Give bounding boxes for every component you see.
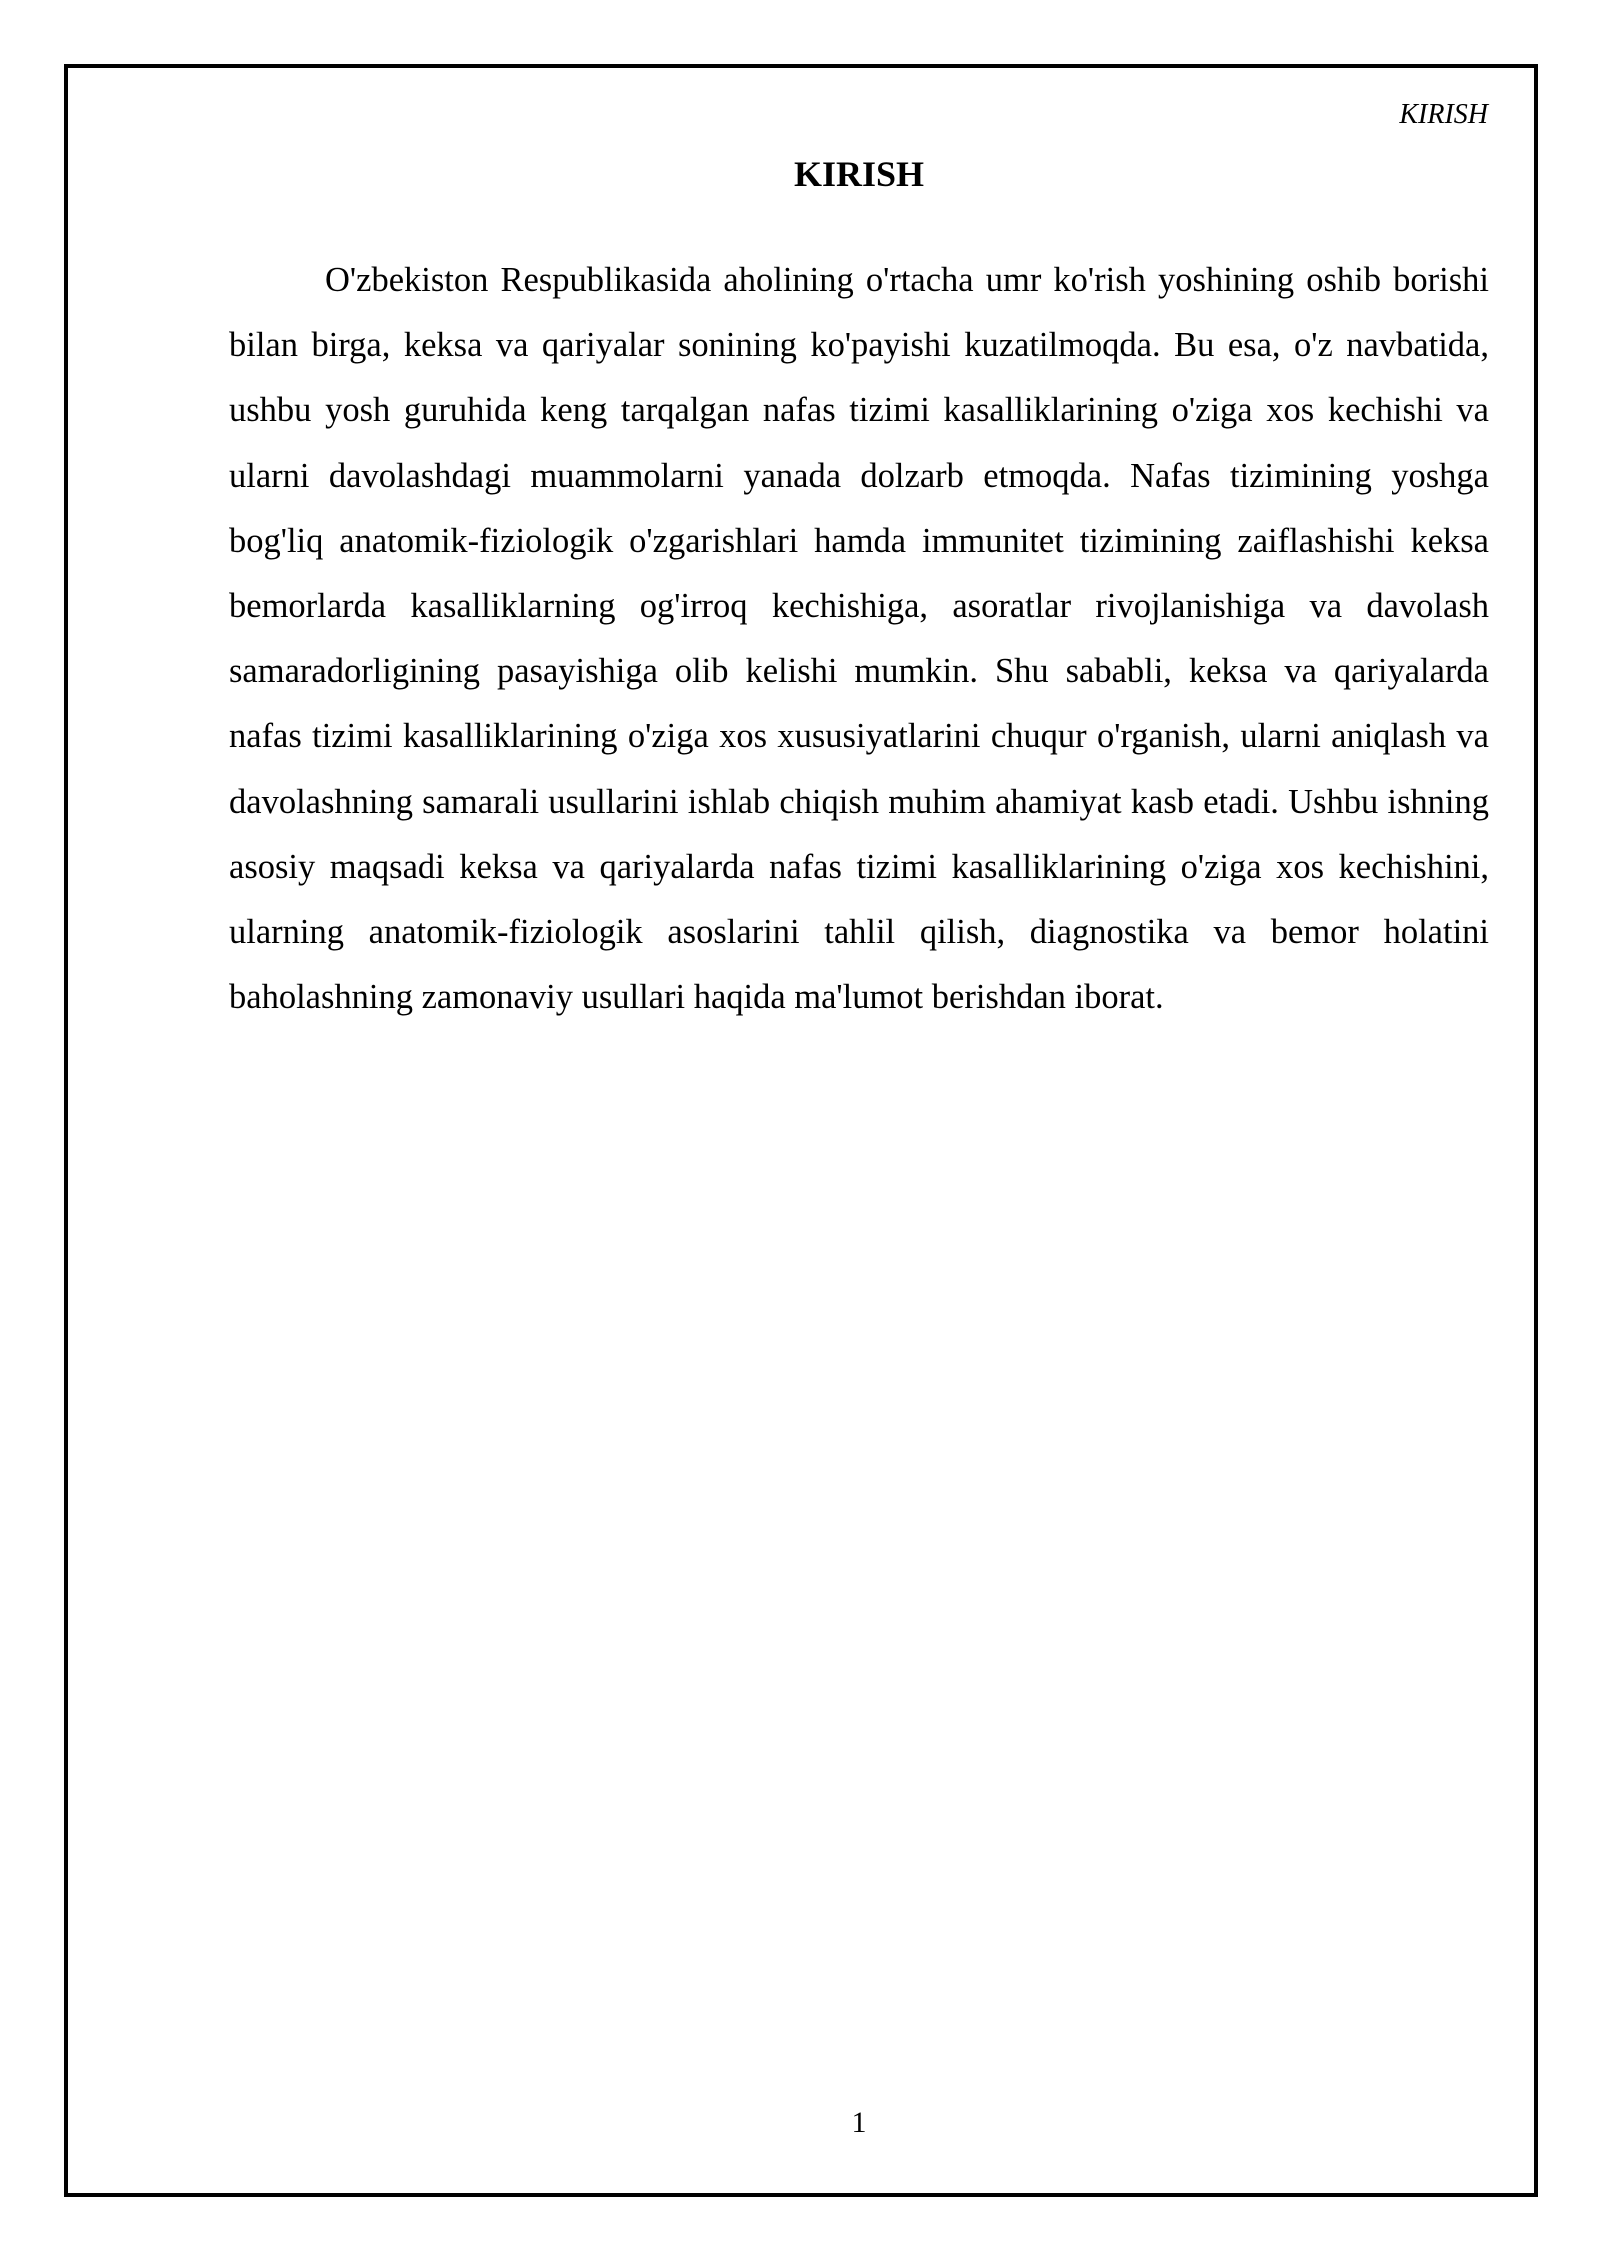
page-number: 1 bbox=[851, 2106, 867, 2139]
page-title: KIRISH bbox=[793, 154, 925, 194]
body-paragraph: O'zbekiston Respublikasida aholining o'rtacha umr ko'rish yoshining oshib borishi bilan birga, keksa va qariyalar sonining ko'payishi kuzatilmoqda. Bu esa, o'z navbatida, ushbu yosh guruhida keng tarqalgan nafas tizimi kasalliklarining o'ziga xos kechishi va ularni davolashdagi muammolarni yanada dolzarb etmoqda. Nafas tizimining yoshga bog'liq anatomik-fiziologik o'zgarishlari hamda immunitet tizimining zaiflashishi keksa bemorlarda kasalliklarning og'irroq kechishiga, asoratlar rivojlanishiga va davolash samaradorligining pasayishiga olib kelishi mumkin. Shu sababli, keksa va qariyalarda nafas tizimi kasalliklarining o'ziga xos xususiyatlarini chuqur o'rganish, ularni aniqlash va davolashning samarali usullarini ishlab chiqish muhim ahamiyat kasb etadi. Ushbu ishning asosiy maqsadi keksa va qariyalarda nafas tizimi kasalliklarining o'ziga xos kechishini, ularning anatomik-fiziologik asoslarini tahlil qilish, diagnostika va bemor holatini baholashning zamonaviy usullari haqida ma'lumot berishdan iborat. bbox=[229, 261, 1489, 1017]
running-header: KIRISH bbox=[1399, 99, 1488, 130]
